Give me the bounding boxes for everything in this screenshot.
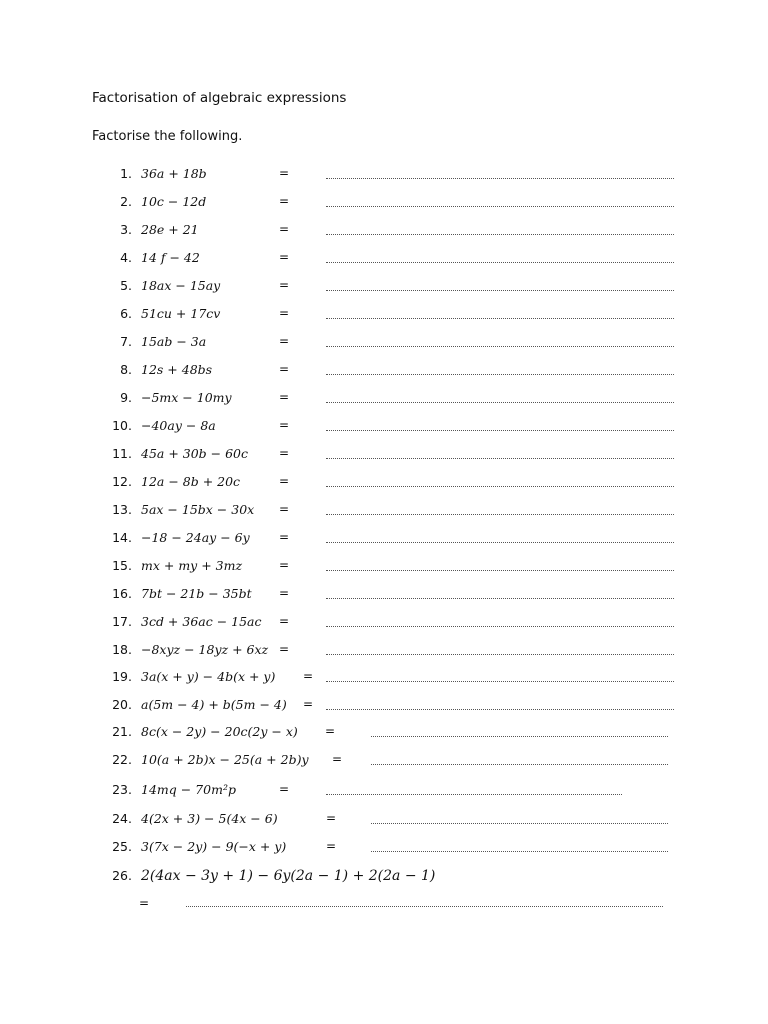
item-answer-line[interactable]: [326, 598, 674, 599]
item-number: 3.: [120, 222, 132, 237]
item-equals: =: [279, 166, 290, 180]
item-equals: =: [279, 306, 290, 320]
item-answer-line[interactable]: [371, 823, 668, 824]
item-number: 5.: [120, 278, 132, 293]
item-number: 12.: [112, 474, 132, 489]
exercise-item-5: [0, 278, 768, 300]
item-equals: =: [279, 194, 290, 208]
exercise-item-24: [0, 811, 768, 833]
item-equals: =: [279, 446, 290, 460]
item-equals: =: [326, 811, 337, 825]
item-answer-line[interactable]: [326, 542, 674, 543]
exercise-item-20: [0, 697, 768, 719]
item-answer-line[interactable]: [371, 764, 668, 765]
item-number: 6.: [120, 306, 132, 321]
exercise-item-9: [0, 390, 768, 412]
item-answer-line[interactable]: [326, 654, 674, 655]
item-number: 25.: [112, 839, 132, 854]
instruction-text: Factorise the following.: [92, 129, 243, 144]
item-equals: =: [325, 724, 336, 738]
item-number: 22.: [112, 752, 132, 767]
item-expression: 10(a + 2b)x − 25(a + 2b)y: [141, 752, 309, 767]
exercise-item-21: [0, 724, 768, 746]
item-answer-line[interactable]: [326, 262, 674, 263]
item-expression: 2(4ax − 3y + 1) − 6y(2a − 1) + 2(2a − 1): [141, 868, 436, 884]
exercise-item-11: [0, 446, 768, 468]
item-number: 2.: [120, 194, 132, 209]
item-answer-line[interactable]: [326, 402, 674, 403]
item-answer-line[interactable]: [326, 374, 674, 375]
exercise-item-4: [0, 250, 768, 272]
item-answer-line[interactable]: [326, 626, 674, 627]
item-number: 16.: [112, 586, 132, 601]
item-equals: =: [279, 390, 290, 404]
exercise-item-25: [0, 839, 768, 861]
item-expression: a(5m − 4) + b(5m − 4): [141, 697, 287, 712]
item-answer-line[interactable]: [326, 570, 674, 571]
item-number: 15.: [112, 558, 132, 573]
item-answer-line[interactable]: [326, 458, 674, 459]
item-number: 13.: [112, 502, 132, 517]
item-expression: 3a(x + y) − 4b(x + y): [141, 669, 276, 684]
item-number: 24.: [112, 811, 132, 826]
item-expression: 10c − 12d: [141, 194, 207, 209]
item-number: 11.: [112, 446, 132, 461]
item-number: 9.: [120, 390, 132, 405]
exercise-item-16: [0, 586, 768, 608]
item-number: 10.: [112, 418, 132, 433]
item-number: 14.: [112, 530, 132, 545]
item-answer-line[interactable]: [326, 794, 622, 795]
item-answer-line[interactable]: [326, 486, 674, 487]
item-expression: 51cu + 17cv: [141, 306, 221, 321]
exercise-item-23: [0, 782, 768, 804]
item-expression: 5ax − 15bx − 30x: [141, 502, 255, 517]
item-expression: −5mx − 10my: [141, 390, 232, 405]
exercise-item-22: [0, 752, 768, 774]
exercise-item-17: [0, 614, 768, 636]
item-number: 7.: [120, 334, 132, 349]
item-equals: =: [279, 418, 290, 432]
exercise-item-7: [0, 334, 768, 356]
item-answer-line[interactable]: [326, 346, 674, 347]
item-equals: =: [279, 642, 290, 656]
item-answer-line[interactable]: [371, 736, 668, 737]
item-expression: 14 f − 42: [141, 250, 200, 265]
item-expression: −18 − 24ay − 6y: [141, 530, 250, 545]
item-equals: =: [279, 614, 290, 628]
item-expression: mx + my + 3mz: [141, 558, 243, 573]
item-number: 17.: [112, 614, 132, 629]
item-expression: 36a + 18b: [141, 166, 207, 181]
item-equals: =: [279, 250, 290, 264]
item-number: 20.: [112, 697, 132, 712]
item-number: 4.: [120, 250, 132, 265]
item-26-answer-line[interactable]: [186, 906, 663, 907]
item-number: 23.: [112, 782, 132, 797]
exercise-item-26: [0, 868, 768, 890]
item-expression: 12s + 48bs: [141, 362, 213, 377]
item-equals: =: [303, 697, 314, 711]
item-equals: =: [279, 278, 290, 292]
item-number: 1.: [120, 166, 132, 181]
item-expression: 7bt − 21b − 35bt: [141, 586, 252, 601]
exercise-item-12: [0, 474, 768, 496]
item-answer-line[interactable]: [371, 851, 668, 852]
item-expression: 12a − 8b + 20c: [141, 474, 241, 489]
item-equals: =: [279, 474, 290, 488]
item-equals: =: [303, 669, 314, 683]
item-equals: =: [279, 586, 290, 600]
item-number: 18.: [112, 642, 132, 657]
item-expression: 14mq − 70m²p: [141, 782, 236, 797]
exercise-item-2: [0, 194, 768, 216]
exercise-item-6: [0, 306, 768, 328]
item-expression: 15ab − 3a: [141, 334, 207, 349]
item-equals: =: [279, 362, 290, 376]
exercise-item-1: [0, 166, 768, 188]
exercise-item-8: [0, 362, 768, 384]
item-equals: =: [279, 222, 290, 236]
item-number: 26.: [112, 868, 132, 883]
item-equals: =: [279, 558, 290, 572]
item-number: 19.: [112, 669, 132, 684]
item-expression: 3cd + 36ac − 15ac: [141, 614, 262, 629]
item-answer-line[interactable]: [326, 290, 674, 291]
item-answer-line[interactable]: [326, 430, 674, 431]
item-expression: 4(2x + 3) − 5(4x − 6): [141, 811, 278, 826]
item-answer-line[interactable]: [326, 234, 674, 235]
item-expression: −40ay − 8a: [141, 418, 216, 433]
item-equals: =: [332, 752, 343, 766]
item-expression: −8xyz − 18yz + 6xz: [141, 642, 269, 657]
item-answer-line[interactable]: [326, 178, 674, 179]
item-26-equals: =: [139, 896, 150, 910]
exercise-item-15: [0, 558, 768, 580]
item-number: 8.: [120, 362, 132, 377]
item-answer-line[interactable]: [326, 318, 674, 319]
item-expression: 18ax − 15ay: [141, 278, 221, 293]
item-answer-line[interactable]: [326, 206, 674, 207]
exercise-item-13: [0, 502, 768, 524]
item-number: 21.: [112, 724, 132, 739]
worksheet-title: Factorisation of algebraic expressions: [92, 90, 347, 106]
item-answer-line[interactable]: [326, 681, 674, 682]
item-equals: =: [279, 782, 290, 796]
item-expression: 3(7x − 2y) − 9(−x + y): [141, 839, 287, 854]
exercise-item-18: [0, 642, 768, 664]
item-answer-line[interactable]: [326, 514, 674, 515]
item-expression: 28e + 21: [141, 222, 199, 237]
exercise-item-3: [0, 222, 768, 244]
exercise-item-19: [0, 669, 768, 691]
item-equals: =: [279, 502, 290, 516]
item-equals: =: [279, 334, 290, 348]
exercise-item-14: [0, 530, 768, 552]
item-equals: =: [326, 839, 337, 853]
item-answer-line[interactable]: [326, 709, 674, 710]
item-equals: =: [279, 530, 290, 544]
exercise-item-10: [0, 418, 768, 440]
item-expression: 45a + 30b − 60c: [141, 446, 249, 461]
item-expression: 8c(x − 2y) − 20c(2y − x): [141, 724, 298, 739]
